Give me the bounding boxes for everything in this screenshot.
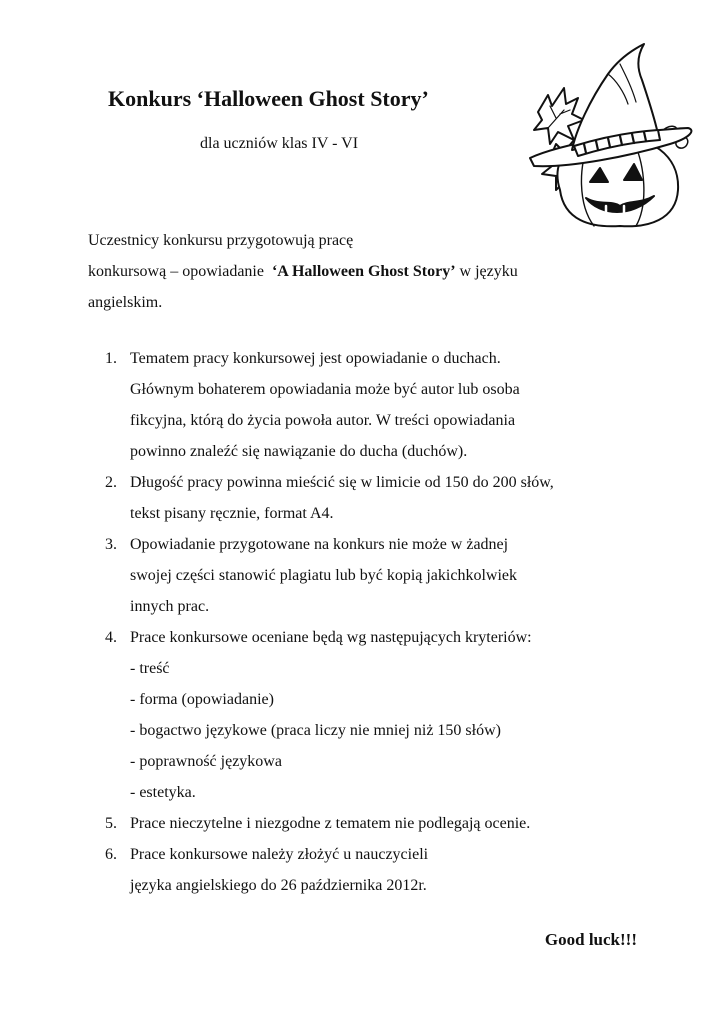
intro-paragraph	[88, 225, 648, 318]
rule-line: Długość pracy powinna mieścić się w limicie od 150 do 200 słów,	[130, 474, 554, 491]
rule-item	[105, 808, 665, 839]
rule-item	[105, 529, 665, 622]
criteria-line: - forma (opowiadanie)	[130, 691, 274, 708]
page-title: Konkurs ‘Halloween Ghost Story’	[108, 86, 429, 111]
rule-number: 6.	[105, 846, 117, 863]
intro-line	[88, 256, 648, 287]
rule-line: języka angielskiego do 26 października 2012r.	[130, 877, 427, 894]
rule-item	[105, 467, 665, 529]
rule-line: Prace nieczytelne i niezgodne z tematem nie podlegają ocenie.	[130, 815, 531, 832]
criteria-line: - estetyka.	[130, 784, 196, 801]
rule-line: Prace konkursowe oceniane będą wg następujących kryteriów:	[130, 629, 532, 646]
rule-line: fikcyjna, którą do życia powoła autor. W treści opowiadania	[130, 412, 516, 429]
intro-line: Uczestnicy konkursu przygotowują pracę	[88, 232, 354, 249]
rule-item	[105, 343, 665, 467]
rule-line: powinno znaleźć się nawiązanie do ducha (duchów).	[130, 443, 468, 460]
closing-text: Good luck!!!	[544, 930, 637, 949]
rule-number: 3.	[105, 536, 117, 553]
rule-item	[105, 839, 665, 901]
rule-number: 1.	[105, 350, 117, 367]
rule-line: Opowiadanie przygotowane na konkurs nie może w żadnej	[130, 536, 509, 553]
criteria-line: - poprawność językowa	[130, 753, 282, 770]
story-title: ‘A Halloween Ghost Story’	[271, 263, 456, 280]
page-subtitle: dla uczniów klas IV - VI	[200, 135, 359, 152]
criteria-line: - treść	[130, 660, 170, 677]
intro-text: w języku	[455, 263, 518, 280]
rule-line: innych prac.	[130, 598, 210, 615]
rule-number: 4.	[105, 629, 117, 646]
rule-line: swojej części stanowić plagiatu lub być kopią jakichkolwiek	[130, 567, 517, 584]
rule-line: Tematem pracy konkursowej jest opowiadanie o duchach.	[130, 350, 501, 367]
intro-text: konkursową – opowiadanie	[88, 263, 272, 280]
rules-list	[105, 343, 665, 901]
rule-item	[105, 622, 665, 808]
rule-number: 5.	[105, 815, 117, 832]
rule-line: Prace konkursowe należy złożyć u nauczycieli	[130, 846, 429, 863]
rule-line: Głównym bohaterem opowiadania może być autor lub osoba	[130, 381, 520, 398]
witch-hat-pumpkin-icon	[520, 40, 700, 230]
rule-line: tekst pisany ręcznie, format A4.	[130, 505, 334, 522]
intro-line: angielskim.	[88, 294, 163, 311]
rule-number: 2.	[105, 474, 117, 491]
criteria-line: - bogactwo językowe (praca liczy nie mniej niż 150 słów)	[130, 722, 501, 739]
